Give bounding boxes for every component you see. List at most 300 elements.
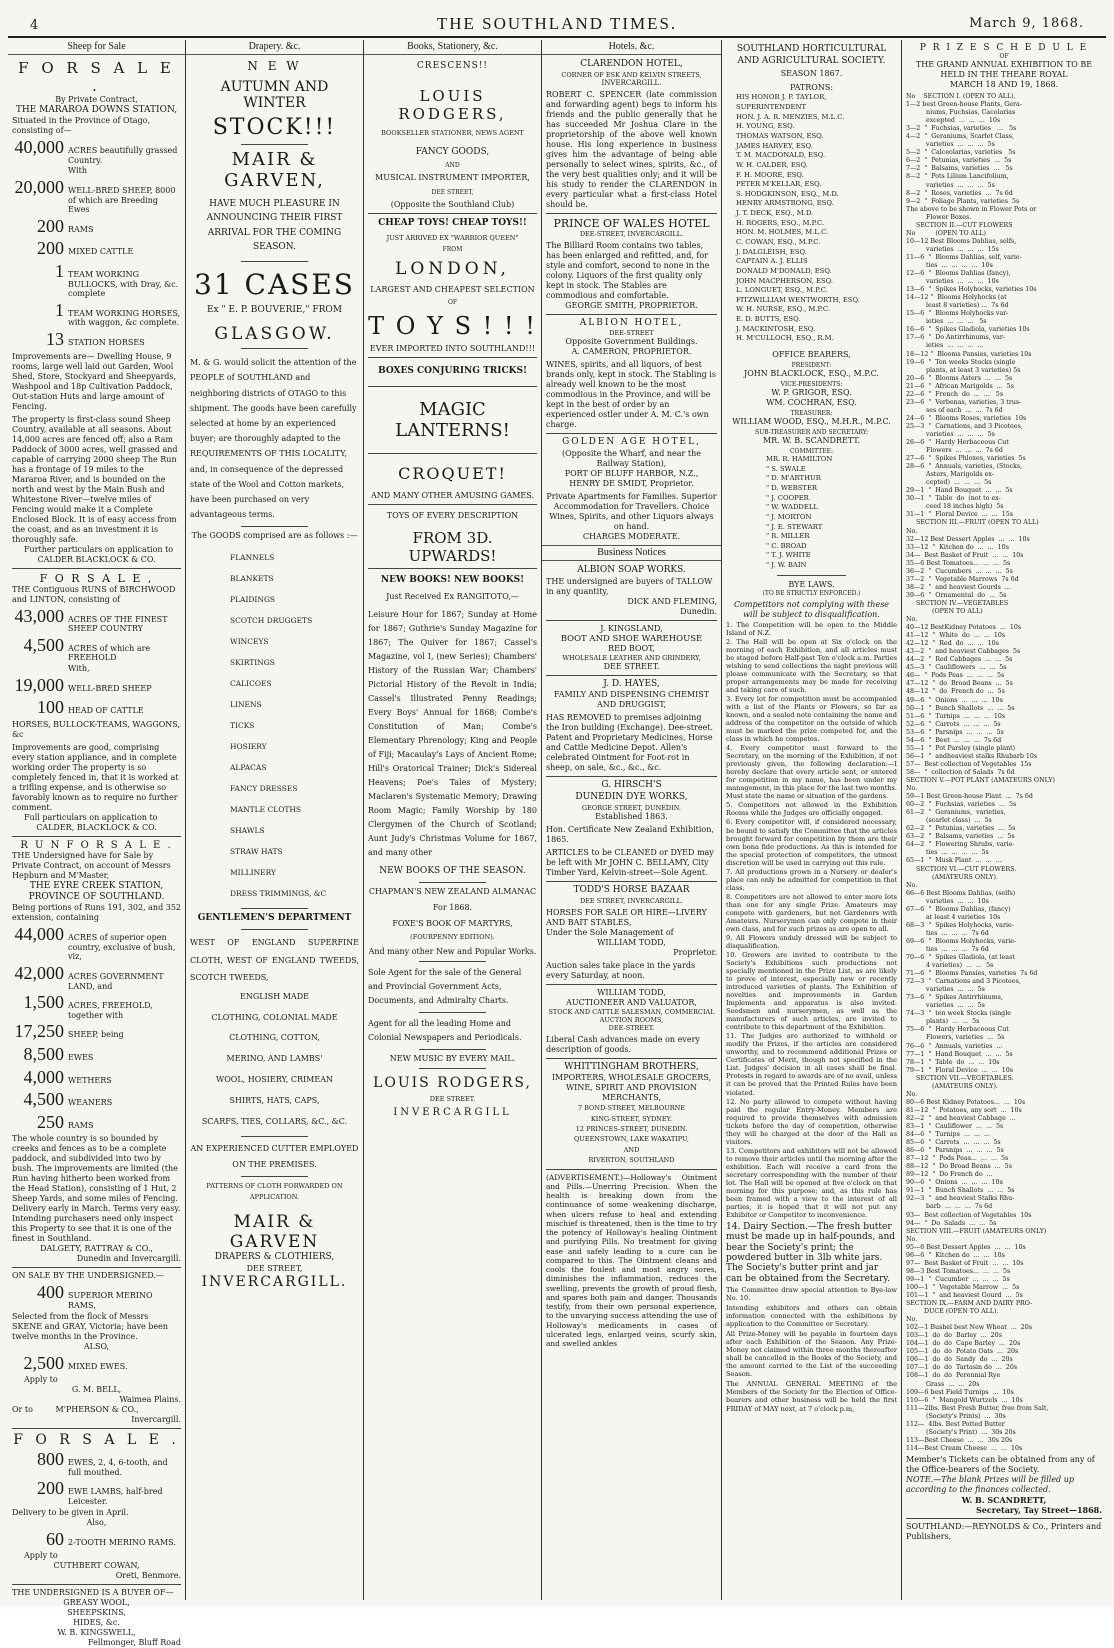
ad-text: CRESCENS!! (416, 61, 489, 71)
list-item: SECTION IV.—VEGETABLES (906, 599, 1009, 607)
ad-title: G. HIRSCH'S (601, 780, 662, 791)
divider (546, 984, 717, 985)
ad-row (12, 261, 181, 299)
section-heading: Sheep for Sale (8, 40, 185, 55)
row-desc: ACRES of which are FREEHOLD (68, 643, 151, 663)
ad-row (12, 1021, 181, 1043)
section-heading: Business Notices (542, 545, 721, 561)
ad-text: DRAPERS & CLOTHIERS, (214, 1252, 335, 1263)
list-item: J. T. DECK, ESQ., M.D. (736, 209, 814, 218)
list-item: 76—6 " Annuals, varieties ... (906, 1042, 1003, 1050)
ad-signature: GEORGE SMITH, PROPRIETOR. (565, 300, 698, 310)
list-item: 4—2 " Geraniums, Scarlet Class, (906, 133, 1014, 141)
ad-text: Leisure Hour for 1867; Sunday at Home for 1867; Guthrie's Sunday Magazine for 1867; The Quiver for 1867; Cassel's Magazine, vol I, (new Series); Chambers' History of the Russian War; Chambers' Pictorial History of the Revolt in India; Cassel's Illustrated Penny Readings; Every Boys' Annual for 1868; Combe's Constitution of Man; Combe's Elementary Phrenology; King and People of Fiji; Macaulay's Lays of Ancient Rome; Hill's Oratorical Trainer; Dick's Sidereal Heavens; Poe's Tales of Mystery; Maclaren's Systematic Memory; Drawing Room Magic; Family Worship by 180 Clergymen of the Church of Scotland; Aunt Judy's Christmas Volume for 1867, and many other (368, 610, 537, 858)
list-item: FANCY DRESSES (230, 784, 298, 794)
list-item: 12—6 " Blooms Dahlias (fancy), (906, 270, 1011, 278)
ad-heading: F O R S A L E . (13, 1432, 180, 1449)
row-desc: ACRES GOVERNMENT LAND, and (68, 972, 164, 991)
list-item: 7—2 " Balsams, varieties ... 5s (906, 165, 1013, 173)
list-item: 1. The Competition will be open to the Middle Island of N.Z. (726, 620, 897, 637)
row-number: 200 (37, 215, 64, 236)
list-item: cepted) ... ... ... 5s (906, 479, 992, 487)
row-number: 200 (37, 1478, 64, 1499)
list-item: SECTION III.—FRUIT (OPEN TO ALL) (906, 519, 1039, 527)
list-item: ieties ... ... ... 5s (906, 318, 987, 326)
list-item: 40—12 BestKidney Potatoes ... 10s (906, 624, 1022, 632)
list-item: 21—6 " African Marigolds ... 5s (906, 382, 1014, 390)
list-item: plants) ... ... 5s (906, 1018, 980, 1026)
list-item: The ANNUAL GENERAL MEETING of the Members of the Society for the Election of Office-bearers and other business will be held the first FRIDAY of MAY next, at 7 o'clock p.m, (726, 1380, 897, 1413)
ad-signature: CALDER BLACKLOCK & CO. (37, 554, 156, 564)
ad-text: IMPORTERS, WHOLESALE GROCERS, WINE, SPIRIT AND PROVISION MERCHANTS, (551, 1073, 712, 1103)
ad-text: THE Undersigned have for Sale by Private Contract, on account of Messrs Hepburn and M'Master, (12, 850, 171, 880)
list-item: No. (906, 881, 918, 889)
ad-title: MAIR & GARVEN, (224, 149, 325, 191)
list-item: 7. All productions grown in a Nursery or dealer's place can only be admitted for competition in that class. (726, 867, 897, 892)
list-item: 98—3 Best Tomatoes... ... ... 5s (906, 1267, 1011, 1275)
ad-signature: Dunedin and Invercargill. (76, 1254, 181, 1264)
row-desc: EWES (68, 1052, 94, 1062)
divider (241, 908, 309, 909)
list-item: 46— " Pods Peas ... ... ... 5s (906, 672, 1005, 680)
ad-title: PRINCE OF WALES HOTEL (553, 216, 710, 230)
list-item: " D. M'ARTHUR (766, 474, 821, 483)
divider (546, 620, 717, 621)
ad-row (12, 1478, 181, 1506)
divider (12, 1428, 181, 1429)
ad-text: Under the Sole Management of (546, 927, 674, 937)
list-item: SECTION VIII.—FRUIT (AMATEURS ONLY) (906, 1227, 1047, 1235)
ad-text: THE GRAND ANNUAL EXHIBITION TO BE HELD IN THE THEARE ROYAL (915, 60, 1093, 79)
list-item: No. (906, 1316, 918, 1324)
ad-text: And many other New and Popular Works. (368, 947, 537, 957)
list-item: PLAIDINGS (230, 595, 276, 605)
ad-text: Established 1863. (595, 811, 668, 821)
list-item: 3. Every lot for competition must be accompanied with a list of the Plants or Flowers, so far as known, and a sealed note containing the name and address of the competitor on the outside of which must be marked the prize competed for, and the class in which he competes. (726, 695, 897, 744)
list-item: S. HODGKINSON, ESQ., M.D. (736, 189, 839, 198)
list-item: 16—6 " Spikes Gladiola, varieties 10s (906, 326, 1030, 334)
list-item: SCOTCH DRUGGETS (230, 616, 313, 626)
list-item: 6. Every competitor will, if considered necessary, be bound to satisfy the Committee that the articles brought forward for competition by them are their own bona fide productions. As this is intended for the special protection of competitors, the utmost discretion will be used in carrying out this rule. (726, 818, 897, 867)
ad-row (12, 1353, 181, 1375)
section-heading: Hotels. &c. (542, 40, 721, 55)
row-desc: 2-TOOTH MERINO RAMS. (68, 1537, 176, 1547)
row-number: 1 (55, 261, 64, 281)
ad-text: Also, (86, 1517, 107, 1527)
divider (906, 1518, 1102, 1519)
ad-text: ALSO, (83, 1341, 110, 1351)
column-prize-schedule (902, 40, 1106, 1600)
column-books (364, 40, 542, 1600)
row-desc: With, (68, 663, 90, 673)
ad-text: MUSICAL INSTRUMENT IMPORTER, (375, 173, 530, 183)
ad-rows (12, 137, 181, 350)
list-item: CAPTAIN A. J. ELLIS (736, 257, 808, 266)
ad-text: The Billiard Room contains two tables, has been enlarged and refitted, and, for style and comfort, second to none in the colony. Liquors of the first quality only kept in stock. The Stables are commodious and comfortable. (546, 240, 710, 300)
list-item: 54—6 " Beet ... ... ... 7s 6d (906, 736, 1002, 744)
list-item: SECTION VI.—CUT FLOWERS. (906, 865, 1017, 873)
list-item: 83—1 " Cauliflower ... ... 5s (906, 1123, 1004, 1130)
ad-text: Delivery to be given in April. (12, 1507, 129, 1517)
ad-text: THE Contiguous RUNS of BIRCHWOOD and LINTON, consisting of (12, 584, 176, 604)
list-item: 99—1 " Cucumber ... ... ... 5s (906, 1275, 1010, 1283)
ad-row (12, 675, 181, 697)
list-item: SCARFS, TIES, COLLARS, &C., &C. (201, 1116, 348, 1126)
list-item: ceed 18 inches high) 5s (906, 503, 1004, 511)
ad-row (12, 992, 181, 1020)
divider (12, 1267, 181, 1268)
ad-text: Ex " E. P. BOUVERIE," FROM (207, 304, 342, 315)
row-desc: MIXED CATTLE (68, 247, 134, 257)
list-item: 85—6 " Carrots ... ... ... 5s (906, 1139, 1001, 1147)
list-item: (AMATEURS ONLY). (906, 873, 998, 881)
row-desc: EWE LAMBS, half-bred Leicester. (68, 1487, 163, 1506)
list-item: 92—3 " and heaviest Stalks Rhu- (906, 1195, 1015, 1203)
list-item: 82—2 " and heaviest Cabbage ... (906, 1114, 1016, 1122)
ad-text: DEE-STREET. (608, 1023, 655, 1032)
ad-heading: CROQUET! (398, 463, 507, 483)
list-item: 28—6 " Annuals, varieties, (Stocks, (906, 463, 1023, 471)
ad-signature: W. B. KINGSWELL, (57, 1628, 136, 1638)
ad-text: NEW MUSIC BY EVERY MAIL. (389, 1054, 516, 1064)
ad-heading: ON SALE BY THE UNDERSIGNED.— (12, 1271, 164, 1281)
list-item: 29—1 " Hand Bouquet ... ... 5s (906, 487, 1013, 495)
ad-row (12, 697, 181, 719)
list-item: SHAWLS (230, 826, 265, 836)
ad-title: THE EYRE CREEK STATION, PROVINCE OF SOUTHLAND. (28, 880, 165, 902)
row-desc: SHEEP, being (68, 1030, 124, 1040)
ad-signature: A. CAMERON, PROPRIETOR. (571, 347, 692, 357)
list-item: excepted ... ... ... 10s (906, 117, 1001, 125)
list-item: " R. MILLER (766, 532, 810, 541)
divider (546, 675, 717, 676)
row-number: 800 (37, 1449, 64, 1470)
ad-text: Private Apartments for Families. Superior Accommodation for Travellers. Choice Wines, Spirits, and other Liquors always on hand. (546, 492, 717, 532)
list-item: 44—2 " Red Cabbages ... ... 5s (906, 656, 1013, 664)
ad-signature: G. M. BELL, (71, 1385, 122, 1395)
locations-list (546, 1103, 717, 1165)
ad-heading: NEW BOOKS! NEW BOOKS! (380, 574, 525, 585)
ad-text: OFFICE BEARERS, (772, 350, 851, 360)
list-item: 59—1 Best Green-house Plant ... 7s 6d (906, 793, 1033, 801)
ad-heading: AUTUMN AND WINTER (220, 79, 329, 111)
list-item: 113—Best Cheese ... ... 30s 20s (906, 1436, 1013, 1444)
list-item: All Prize-Money will be payable in fourteen days after each Exhibition of the Season. Any Prize-Money not claimed within three months thereafter shall be cancelled in the Books of the Society, and the amount carried to the List of the succeeding Season. (726, 1330, 897, 1379)
list-item: Flowers ... ... ... 7s 6d (906, 447, 1003, 455)
list-item: 3—2 " Fuchsias, varieties ... 5s (906, 125, 1017, 133)
list-item: 91—1 " Bunch Shallots ... ... 5s (906, 1187, 1015, 1195)
ad-text: DEE STREET. (603, 661, 660, 671)
ad-heading: BOXES CONJURING TRICKS! (378, 366, 527, 377)
gents-list (190, 987, 359, 1133)
ad-row (12, 664, 181, 674)
divider (546, 776, 717, 777)
list-item: 78—1 " Table do ... ... 10s (906, 1058, 1000, 1066)
ad-text: FAMILY AND DISPENSING CHEMIST AND DRUGGIST, (553, 690, 710, 710)
list-item: (AMATEURS ONLY). (906, 1082, 998, 1090)
ad-row (12, 635, 181, 663)
list-item: Asters, Marigolds ex- (906, 471, 994, 479)
list-item: " D. WEBSTER (766, 483, 818, 492)
list-item: RIVERTON, SOUTHLAND (588, 1156, 675, 1165)
column-horticultural-society (722, 40, 902, 1600)
ad-text: 14. Dairy Section.—The fresh butter must be made up in half-pounds, and bear the Society's print; the powdered butter in 3lb white jars. The Society's butter print and jar can be obtained from the Secretary. (726, 1222, 896, 1284)
masthead-rule (8, 36, 1106, 38)
row-number: 400 (37, 1282, 64, 1303)
ad-heading: LONDON, (395, 259, 510, 280)
ad-text: (TO BE STRICTLY ENFORCED.) (762, 589, 861, 597)
list-item: HON. M. HOLMES, M.L.C. (736, 228, 829, 237)
list-item: varieties ... ... ... 15s (906, 245, 999, 253)
row-desc: TEAM WORKING BULLOCKS, with Dray, &c. complete (68, 270, 179, 299)
list-item: 58— " collection of Salads 7s 6d (906, 768, 1015, 776)
list-item: niums, Fuchsias, Cacolarias (906, 109, 1016, 117)
list-item: Grass ... ... 20s (906, 1380, 980, 1388)
ad-text: WM. COCHRAN, ESQ. (766, 398, 857, 408)
list-item: " J. E. STEWART (766, 522, 823, 531)
list-item: ties ... ... ... ... 5s (906, 849, 989, 857)
ad-text: PATTERNS OF CLOTH FORWARDED ON APPLICATION. (206, 1181, 343, 1202)
ad-text: Improvements are— Dwelling House, 9 rooms, large well laid out Garden, Wool Shed, Store, Stockyard and Sheepyards, Washpool and 18p Cultivation Paddock, Out-station Huts and large amount of Fencing. (12, 351, 177, 411)
ad-signature: Waimea Plains. (119, 1395, 181, 1405)
list-item: The above to be shown in Flower Pots or (906, 205, 1037, 213)
list-item: F. H. MOORE, ESQ. (736, 170, 804, 179)
row-number: 1,500 (23, 992, 64, 1013)
row-desc: ACRES OF THE FINEST SHEEP COUNTRY (68, 614, 168, 634)
ad-row (12, 300, 181, 328)
ad-rows (12, 606, 181, 719)
ad-text: Further particulars on application to (24, 544, 174, 554)
ad-title: WHITTINGHAM BROTHERS, (564, 1061, 699, 1072)
list-item: 37—2 " Vegetable Marrows 7s 6d (906, 575, 1019, 583)
list-item: 31—1 " Floral Device ... ... 15s (906, 511, 1014, 519)
list-item: No (OPEN TO ALL) (906, 229, 987, 237)
row-number: 20,000 (14, 177, 64, 198)
list-item: MERINO, AND LAMBS' (226, 1054, 323, 1064)
list-item: 32—12 Best Dessert Apples ... ... 10s (906, 535, 1030, 543)
list-item: No. (906, 527, 918, 535)
ad-text: SEASON 1867. (780, 69, 843, 79)
list-item: ses of each ... ... 7s 6d (906, 406, 1003, 414)
list-item: 69—6 " Blooms Holyhocks, varie- (906, 937, 1017, 945)
ad-text: JUST ARRIVED EX "WARRIOR QUEEN" (386, 234, 519, 243)
list-item: 27—6 " Spikes Phloxes, varieties 5s (906, 455, 1026, 463)
row-desc: HEAD OF CATTLE (68, 706, 144, 716)
ad-text: AN EXPERIENCED CUTTER EMPLOYED ON THE PREMISES. (190, 1144, 359, 1169)
list-item: 9—2 " Foliage Plants, varieties 5s (906, 197, 1020, 205)
ad-text: CORNER OF ESK AND KELVIN STREETS, (561, 70, 702, 79)
list-item: 60—2 " Fuchsias, varieties ... 5s (906, 801, 1017, 809)
ad-title: MAIR & GARVEN (229, 1212, 320, 1253)
list-item: " J. MORTON (766, 512, 812, 521)
ad-text: Auction sales take place in the yards every Saturday, at noon. (546, 960, 696, 980)
divider (546, 1058, 717, 1059)
ad-text: TREASURER: (790, 410, 833, 418)
ad-text: AND MANY OTHER AMUSING GAMES. (370, 490, 535, 500)
list-item: 14—12 " Blooms Holyhocks (at (906, 294, 1007, 302)
divider (419, 1049, 487, 1050)
list-item: WINCEYS (230, 637, 269, 647)
column-sheep-for-sale (8, 40, 186, 1648)
list-item: 90—6 " Onions ... ... ... 10s (906, 1179, 1003, 1187)
ad-text: GEORGE STREET, DUNEDIN. (581, 803, 682, 812)
column-hotels (542, 40, 722, 1600)
list-item: 86—6 " Parsnips ... ... ... 5s (906, 1147, 1004, 1155)
list-item: 103—1 do do Barley ... 20s (906, 1332, 1002, 1340)
list-item: varieties ... ... ... 5s (906, 430, 995, 438)
list-item: (Society's Print) ... 30s 20s (906, 1428, 1016, 1436)
list-item: H. YOUNG, ESQ. (736, 122, 795, 131)
ad-text: INVERCARGILL (393, 1107, 512, 1119)
ad-heading: T O Y S ! ! ! (368, 312, 537, 341)
list-item: 34— Best Basket of Fruit ... ... 10s (906, 551, 1024, 559)
list-item: No. (906, 616, 918, 624)
list-item: CALICOES (230, 679, 272, 689)
ad-text: FANCY GOODS, (415, 146, 490, 157)
list-item: 4 varieties) ... ... 5s (906, 962, 994, 970)
ad-heading: CHEAP TOYS! CHEAP TOYS!! (378, 218, 527, 229)
list-item: AND (623, 1145, 640, 1154)
list-item: 8—2 " Pots Lilium Lancifolium, (906, 173, 1009, 181)
list-item: 41—12 " White do ... ... 10s (906, 632, 1006, 640)
list-item: 66—6 Best Blooms Dahlias, (selfs) (906, 889, 1016, 897)
row-number: 4,500 (23, 634, 64, 655)
ad-title: TODD'S HORSE BAZAAR (573, 884, 690, 895)
list-item: CLOTHING, COTTON, (229, 1033, 320, 1043)
list-item: 53—6 " Parsnips ... ... ... 5s (906, 728, 1004, 736)
list-item: 26—6 " Hardy Herbaceous Cut (906, 439, 1009, 447)
list-item: W. H. CALDER, ESQ. (736, 160, 808, 169)
ad-text: STOCK AND CATTLE SALESMAN, COMMERCIAL AUCTION ROOMS, (548, 1007, 715, 1024)
ad-text: DEE STREET, INVERCARGILL. (579, 896, 684, 905)
list-item: 72—3 " Carnations and 3 Picotees, (906, 978, 1021, 986)
patrons-list (726, 93, 897, 344)
ad-text: SUB-TREASURER AND SECRETARY: (754, 429, 869, 437)
list-item: H. M'CULLOCH, ESQ., R.M. (736, 334, 834, 343)
ad-heading: GLASGOW. (214, 324, 335, 345)
goods-list (190, 547, 359, 904)
divider (546, 433, 717, 434)
list-item: 107—1 do do Tartasin do ... 20s (906, 1364, 1018, 1372)
list-item: 13. Competitors and exhibitors will not be allowed to remove their articles until the morning after the exhibition. Each will receive a card from the secretary corresponding with the number of their lot. The Hall will be opened at five o'clock on that morning for this purpose; and, as this rule has been framed with a view to the interest of all parties, it is hoped that it will not put any Exhibitor or Competitor to inconvenience. (726, 1146, 897, 1219)
ad-text: ARTICLES to be CLEANED or DYED may be left with Mr JOHN C. BELLAMY, City Timber Yard, Kelvin-street—Sole Agent. (546, 847, 714, 877)
row-number: 17,250 (14, 1021, 64, 1042)
list-item: MILLINERY (230, 868, 276, 878)
ad-text: WEST OF ENGLAND SUPERFINE CLOTH, WEST OF ENGLAND TWEEDS, SCOTCH TWEEDS, (190, 938, 359, 983)
list-item: " T. J. WHITE (766, 551, 811, 560)
ad-text: MR. W. B. SCANDRETT. (762, 436, 861, 446)
ad-text: WINES, spirits, and all liquors, of best brands only, kept in stock. The Stabling is already well known to be the most commodious in the Province, and will be kept in the best of order by an experienced ostler under A. M. C.'s own charge. (546, 360, 716, 430)
issue-date: March 9, 1868. (969, 16, 1084, 31)
ad-signature: CALDER, BLACKLOCK & CO. (36, 822, 157, 832)
row-number: 4,000 (23, 1066, 64, 1087)
list-item: " C. BROAD (766, 541, 807, 550)
list-item: T. M. MACDONALD, ESQ. (736, 151, 826, 160)
row-number: 200 (37, 238, 64, 259)
divider (546, 314, 717, 315)
list-item: 106—1 do do Sandy do ... 20s (906, 1356, 1013, 1364)
ad-text: Selected from the flock of Messrs SKENE and GRAY, Victoria; have been twelve months in the Province. (12, 1311, 169, 1341)
row-number: 44,000 (14, 924, 64, 945)
ad-text: PORT OF BLUFF HARBOR, N.Z., (564, 469, 699, 479)
ad-text: INVERCARGILL. (201, 1273, 348, 1290)
ad-heading: NEW BOOKS OF THE SEASON. (379, 866, 526, 877)
list-item: 111—2lbs. Best Fresh Butter, free from Salt, (906, 1404, 1049, 1412)
list-item: 19—6 " Ten weeks Stocks (single (906, 358, 1016, 366)
list-item: H. ROGERS, ESQ., M.P.C. (736, 218, 825, 227)
list-item: 2. The Hall will be open at Six o'clock on the morning of each Exhibition, and all articles must be staged before Half-past Ten o'clock a.m. Parties wishing to send collections the night previous will please communicate with the Secretary, so that proper arrangements may be made for receiving and taking care of such. (726, 637, 897, 694)
row-number: 8,500 (23, 1043, 64, 1064)
ad-text: Or to (12, 1405, 33, 1415)
divider (419, 1012, 487, 1013)
divider (12, 1584, 181, 1585)
list-item: JOHN MACPHERSON, ESQ. (736, 276, 834, 285)
row-number: 1 (55, 299, 64, 320)
list-item: 1—2 best Green-house Plants, Gera- (906, 101, 1022, 109)
ad-text: DEE STREET, (431, 189, 474, 197)
ad-signature: HENRY DE SMIDT, Proprietor. (569, 479, 694, 489)
ad-row (12, 1044, 181, 1066)
ad-signature: Proprietor. (673, 947, 717, 957)
ad-text: EVER IMPORTED INTO SOUTHLAND!!! (369, 344, 536, 354)
divider (241, 348, 309, 349)
divider (419, 1068, 487, 1069)
list-item: TICKS (230, 721, 255, 731)
ad-text: WILLIAM WOOD, ESQ., M.H.R., M.P.C. (732, 417, 891, 427)
divider (419, 961, 487, 962)
ad-text: HORSES, BULLOCK-TEAMS, WAGGONS, &c (12, 719, 181, 739)
ad-title: WILLIAM TODD, (597, 987, 666, 997)
list-item: (Society's Prints) ... 30s (906, 1412, 1006, 1420)
ad-heading: BYE LAWS. (788, 579, 835, 589)
ad-text: GREASY WOOL, (63, 1598, 130, 1608)
list-item: 18—12 " Blooms Pansies, varieties 10s (906, 350, 1032, 358)
list-item: 52—6 " Carrots ... ... ... 5s (906, 720, 1001, 728)
list-item: J. MACKINTOSH, ESQ. (736, 324, 816, 333)
ad-text: The property is first-class sound Sheep Country, available at all seasons. About 14,000 acres are fenced off; also a Ram Paddock of 3000 acres, well grassed and capable of carrying 2000 sheep The Run has a frontage of 19 miles to the Mararoa River, and is bounded on the north and west by the Main Bush and Whitestone River—twelve miles of Fencing would make it a Complete Enclosed Block. It is of easy access from the coast, and as an investment it is thoroughly safe. (12, 414, 178, 544)
list-item: 97— Best Basket of Fruit ... ... 10s (906, 1259, 1024, 1267)
row-number: 100 (37, 697, 64, 718)
ad-text: Improvements are good, comprising every station appliance, and in complete working order The property is so completely fenced in, that it is worked at a trifling expense, and is otherwise so favorably known as to require no further comment. (12, 742, 179, 812)
list-item: 93— Best collection of Vegetables 10s (906, 1211, 1032, 1219)
list-item: W. H. NURSE, ESQ., M.P.C. (736, 305, 831, 314)
list-item: The Committee draw special attention to Bye-law No. 10. (726, 1286, 897, 1303)
ad-row (12, 166, 181, 176)
ad-signature: Dunedin. (680, 606, 717, 616)
ad-text: AND (445, 162, 460, 170)
list-item: 42—12 " Red do ... ... 10s (906, 640, 999, 648)
ad-text: Sole Agent for the sale of the General and Provincial Government Acts, Documents, and Admiralty Charts. (368, 968, 522, 1006)
list-item: 67—6 " Blooms Dahlias, (fancy) (906, 905, 1011, 913)
list-item: 20—6 " Blooms Asters ... ... 5s (906, 374, 1013, 382)
list-item: 4. Every competitor must forward to the Secretary, on the morning of the Exhibition, if not previously given, the following declaration:—I hereby declare that every article sent, or entered for competition in my name, has been under my management, in this place for the last two months. Must state the name or situation of the gardens. (726, 744, 897, 801)
list-item: 79—1 " Floral Device ... ... 10s (906, 1066, 1014, 1074)
list-item: HIS HONOR J. P. TAYLOR, SUPERINTENDENT (736, 93, 827, 112)
list-item: varieties ... ... 5s (906, 986, 985, 994)
list-item: DONALD M'DONALD, ESQ. (736, 266, 832, 275)
list-item: 8. Competitors are not allowed to enter more lots than one for any single Prize. Amateurs may compete with gardeners, but not Gardeners with Amateurs. Nurserymen can only compete in their own class, and for such prizes as are open to all. (726, 892, 897, 933)
list-item: HON. J. A. R. MENZIES, M.L.C. (736, 112, 845, 121)
row-number: 42,000 (14, 963, 64, 983)
ad-text: HORSES FOR SALE OR HIRE—LIVERY AND BAIT STABLES, (546, 907, 707, 927)
divider (368, 568, 537, 569)
list-item: 39—6 " Ornamental do ... 5s (906, 591, 1007, 599)
divider (241, 261, 309, 262)
divider (368, 453, 537, 454)
ad-heading: MAGIC LANTERNS! (395, 398, 510, 441)
list-item: plants, at least 3 varieties) 5s (906, 366, 1021, 374)
ad-text: PRESIDENT: (791, 362, 832, 370)
